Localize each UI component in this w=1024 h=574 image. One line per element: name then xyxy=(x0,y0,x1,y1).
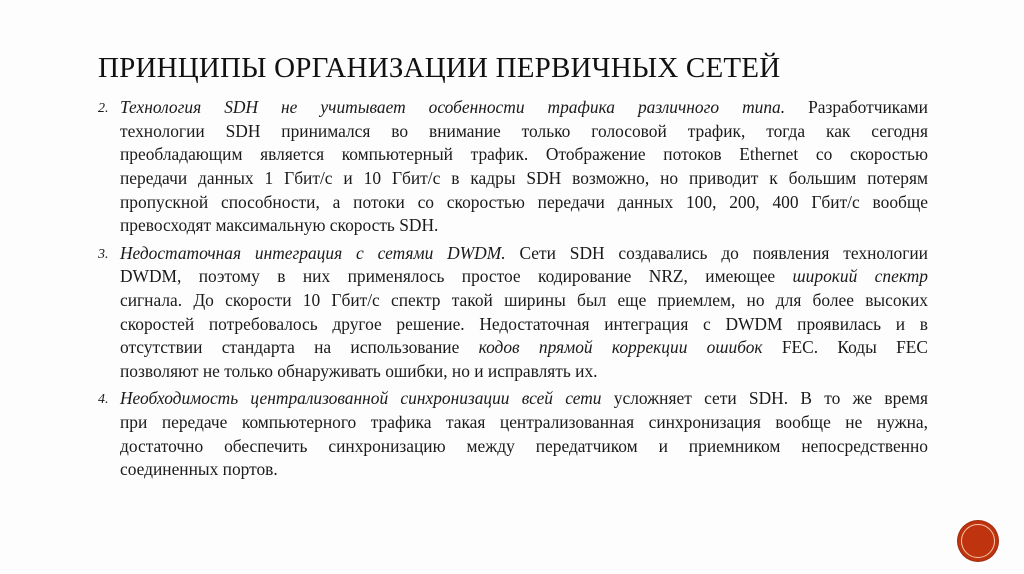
emphasis-text: кодов прямой коррекции ошибок xyxy=(478,337,763,358)
emphasis-text: Недостаточная интеграция с сетями DWDM. xyxy=(120,242,506,263)
body-text: соединенных портов. xyxy=(120,459,278,480)
next-slide-button[interactable] xyxy=(958,521,998,561)
body-text: достаточно обеспечить синхронизацию между передатчиком и приемником непосредственно xyxy=(120,435,928,456)
list-item xyxy=(98,96,928,238)
body-text: преобладающим является компьютерный трафик. Отображение потоков Ethernet со скоростью xyxy=(120,144,928,165)
body-text: сигнала. До скорости 10 Гбит/с спектр такой ширины был еще приемлем, но для более высоких xyxy=(120,290,928,310)
body-text: технологии SDH принимался во внимание только голосовой трафик, тогда как сегодня xyxy=(120,120,928,141)
emphasis-text: Необходимость централизованной синхронизации всей сети xyxy=(120,388,602,409)
body-text: скоростей потребовалось другое решение. Недостаточная интеграция с DWDM проявилась и в xyxy=(120,313,928,334)
text-line xyxy=(120,387,928,411)
text-line xyxy=(120,411,928,435)
text-line xyxy=(120,191,928,215)
emphasis-text: широкий спектр xyxy=(792,266,928,287)
text-line xyxy=(120,167,928,191)
text-line xyxy=(120,289,928,313)
text-line xyxy=(120,336,928,360)
body-text: передачи данных 1 Гбит/с и 10 Гбит/с в кадры SDH возможно, но приводит к большим потерям xyxy=(120,168,928,189)
text-line xyxy=(120,120,928,144)
emphasis-text: Технология SDH не учитывает особенности трафика различного типа. xyxy=(120,97,786,117)
body-text: при передаче компьютерного трафика такая централизованная синхронизация вообще не нужна, xyxy=(120,411,928,432)
slide-title: ПРИНЦИПЫ ОРГАНИЗАЦИИ ПЕРВИЧНЫХ СЕТЕЙ xyxy=(98,52,781,84)
body-text: превосходят максимальную скорость SDH. xyxy=(120,215,439,236)
text-line xyxy=(120,265,928,289)
body-text: FEC. Коды FEC xyxy=(762,337,928,358)
body-text: пропускной способности, а потоки со скоростью передачи данных 100, 200, 400 Гбит/с вообще xyxy=(120,191,928,212)
text-line xyxy=(120,435,928,459)
text-line xyxy=(120,313,928,337)
list-item-number: 2. xyxy=(98,101,109,116)
body-text: Сети SDH создавались до появления технологии xyxy=(505,242,928,263)
bullet-list xyxy=(98,96,928,486)
text-line xyxy=(120,214,928,238)
body-text: позволяют не только обнаруживать ошибки, но и исправлять их. xyxy=(120,361,598,382)
list-item-number: 3. xyxy=(98,246,109,262)
list-item xyxy=(98,242,928,384)
text-line xyxy=(120,360,928,384)
text-line xyxy=(120,96,928,120)
body-text: DWDM, поэтому в них применялось простое кодирование NRZ, имеющее xyxy=(120,266,793,287)
text-line xyxy=(120,143,928,167)
list-item-number: 4. xyxy=(98,392,109,408)
text-line xyxy=(120,458,928,482)
body-text: отсутствии стандарта на использование xyxy=(120,337,479,358)
list-item xyxy=(98,387,928,482)
body-text: усложняет сети SDH. В то же время xyxy=(601,388,928,409)
body-text: Разработчиками xyxy=(785,97,928,117)
text-line xyxy=(120,242,928,266)
